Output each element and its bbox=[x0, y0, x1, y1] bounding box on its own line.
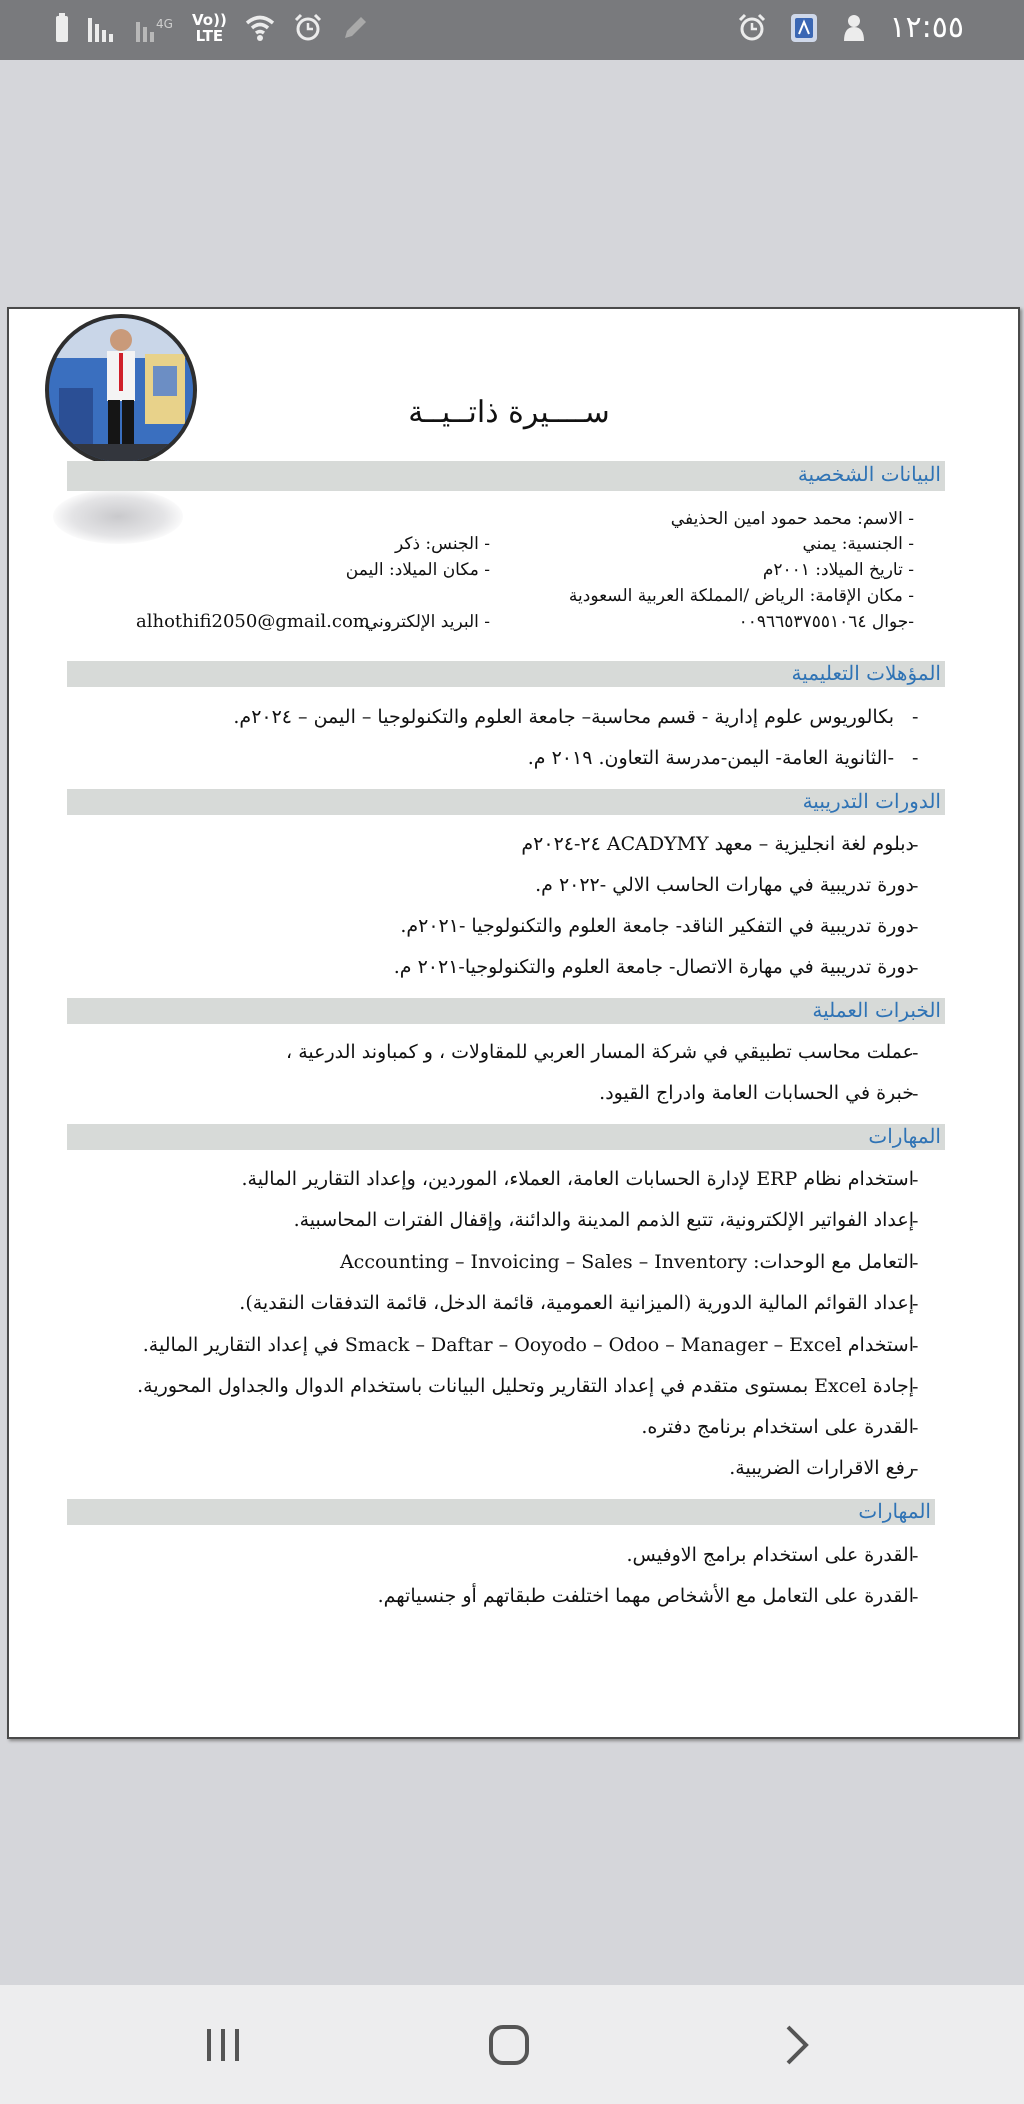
skill-item: إعداد القوائم المالية الدورية (الميزانية العمومية، قائمة الدخل، قائمة التدفقات النقدية). bbox=[239, 1292, 914, 1314]
recent-apps-button[interactable] bbox=[193, 2015, 253, 2075]
skill-item: التعامل مع الوحدات: Accounting – Invoicing – Sales – Inventory bbox=[339, 1251, 914, 1273]
navigation-bar bbox=[0, 1985, 1024, 2104]
profile-photo bbox=[45, 314, 197, 466]
status-bar bbox=[0, 0, 1024, 60]
bullet-dash: - bbox=[912, 1335, 919, 1357]
section-bar-personal bbox=[67, 461, 945, 491]
bullet-dash: - bbox=[912, 1169, 919, 1191]
education-item: -الثانوية العامة- اليمن-مدرسة التعاون. ٢٠١٩ م. bbox=[527, 747, 894, 769]
course-item: دورة تدريبية في مهارات الحاسب الالي -٢٠٢٢ م. bbox=[535, 874, 914, 896]
section-bar-experience bbox=[67, 998, 945, 1024]
bullet-dash: - bbox=[912, 834, 919, 856]
home-icon bbox=[487, 2023, 531, 2067]
skill-item: استخدام Smack – Daftar – Ooyodo – Odoo – Manager – Excel في إعداد التقارير المالية. bbox=[142, 1334, 914, 1356]
bullet-dash: - bbox=[912, 1210, 919, 1232]
education-item: بكالوريوس علوم إدارية - قسم محاسبة– جامعة العلوم والتكنولوجيا – اليمن – ٢٠٢٤م. bbox=[233, 706, 894, 728]
personal-nationality: - الجنسية: يمني bbox=[802, 534, 914, 554]
resume-page bbox=[7, 307, 1020, 1739]
resume-title: ســــيرة ذاتــيــة bbox=[408, 395, 610, 430]
bullet-dash: - bbox=[912, 1376, 919, 1398]
volte-label: Vo)) bbox=[192, 11, 227, 29]
wifi-icon bbox=[245, 14, 275, 42]
personal-birth-date: - تاريخ الميلاد: ٢٠٠١م bbox=[762, 560, 914, 580]
notification-icon bbox=[841, 13, 867, 43]
personal-phone: -جوال ٠٠٩٦٦٥٣٧٥٥١٠٦٤ bbox=[738, 612, 914, 632]
skill-item: القدرة على استخدام برامج الاوفيس. bbox=[626, 1544, 914, 1566]
volte-icon bbox=[192, 12, 227, 44]
alarm-icon bbox=[737, 13, 767, 43]
course-item: دورة تدريبية في التفكير الناقد- جامعة العلوم والتكنولوجيا -٢٠٢١م. bbox=[400, 915, 914, 937]
skill-item: إعداد الفواتير الإلكترونية، تتبع الذمم المدينة والدائنة، وإقفال الفترات المحاسبية. bbox=[293, 1209, 914, 1231]
course-item: دبلوم لغة انجليزية – معهد ACADYMY ٢٤-٢٠٢٤م bbox=[521, 833, 914, 855]
skill-item: استخدام نظام ERP لإدارة الحسابات العامة، العملاء، الموردين، وإعداد التقارير المالية. bbox=[241, 1168, 914, 1190]
section-title-personal: البيانات الشخصية bbox=[797, 462, 941, 486]
experience-item: خبرة في الحسابات العامة وادراج القيود. bbox=[599, 1082, 914, 1104]
back-icon bbox=[776, 2023, 816, 2067]
bullet-dash: - bbox=[912, 1586, 919, 1608]
section-bar-skills bbox=[67, 1124, 945, 1150]
section-title-experience: الخبرات العملية bbox=[812, 998, 941, 1022]
skill-item: إجادة Excel بمستوى متقدم في إعداد التقارير وتحليل البيانات باستخدام الدوال والجداول المحورية. bbox=[137, 1375, 914, 1397]
recent-apps-icon bbox=[203, 2025, 243, 2065]
lte-label: LTE bbox=[195, 27, 224, 45]
bullet-dash: - bbox=[912, 957, 919, 979]
section-bar-skills-2 bbox=[67, 1499, 935, 1525]
bullet-dash: - bbox=[912, 1252, 919, 1274]
no-signal-icon bbox=[136, 14, 174, 42]
personal-gender: - الجنس: ذكر bbox=[394, 534, 490, 554]
alarm-icon bbox=[293, 13, 323, 43]
course-item: دورة تدريبية في مهارة الاتصال- جامعة العلوم والتكنولوجيا-٢٠٢١ م. bbox=[393, 956, 914, 978]
section-title-education: المؤهلات التعليمية bbox=[791, 661, 941, 685]
section-title-courses: الدورات التدريبية bbox=[802, 789, 941, 813]
bullet-dash: - bbox=[912, 747, 919, 769]
personal-residence: - مكان الإقامة: الرياض /المملكة العربية السعودية bbox=[568, 586, 914, 606]
bullet-dash: - bbox=[912, 1458, 919, 1480]
bullet-dash: - bbox=[912, 1042, 919, 1064]
back-button[interactable] bbox=[766, 2015, 826, 2075]
home-button[interactable] bbox=[479, 2015, 539, 2075]
signal-icon bbox=[88, 14, 118, 42]
battery-icon bbox=[54, 13, 70, 43]
section-bar-education bbox=[67, 661, 945, 687]
pencil-icon bbox=[341, 14, 369, 42]
bullet-dash: - bbox=[912, 706, 919, 728]
clock-time: ١٢:٥٥ bbox=[889, 10, 964, 45]
status-left-icons bbox=[54, 12, 369, 44]
bullet-dash: - bbox=[912, 1293, 919, 1315]
status-right-icons bbox=[737, 10, 964, 45]
profile-photo-image bbox=[49, 318, 193, 462]
section-title-skills-2: المهارات bbox=[858, 1499, 931, 1523]
bullet-dash: - bbox=[912, 1417, 919, 1439]
skill-item: رفع الاقرارات الضريبية. bbox=[729, 1457, 914, 1479]
experience-item: عملت محاسب تطبيقي في شركة المسار العربي للمقاولات ، و كمباوند الدرعية ، bbox=[286, 1041, 914, 1063]
section-title-skills: المهارات bbox=[868, 1124, 941, 1148]
bullet-dash: - bbox=[912, 1083, 919, 1105]
decorative-shadow bbox=[53, 489, 183, 544]
section-bar-courses bbox=[67, 789, 945, 815]
personal-birth-place: - مكان الميلاد: اليمن bbox=[345, 560, 490, 580]
bullet-dash: - bbox=[912, 916, 919, 938]
bullet-dash: - bbox=[912, 1545, 919, 1567]
svg-text:4G: 4G bbox=[156, 17, 173, 31]
skill-item: القدرة على التعامل مع الأشخاص مهما اختلفت طبقاتهم أو جنسياتهم. bbox=[377, 1585, 914, 1607]
skill-item: القدرة على استخدام برنامج دفتره. bbox=[641, 1416, 914, 1438]
personal-email-label: - البريد الإلكتروني: bbox=[359, 612, 490, 632]
personal-name: - الاسم: محمد حمود امين الحذيفي bbox=[670, 509, 914, 529]
personal-email: alhothifi2050@gmail.com bbox=[136, 611, 370, 632]
app-icon bbox=[789, 12, 819, 44]
bullet-dash: - bbox=[912, 875, 919, 897]
